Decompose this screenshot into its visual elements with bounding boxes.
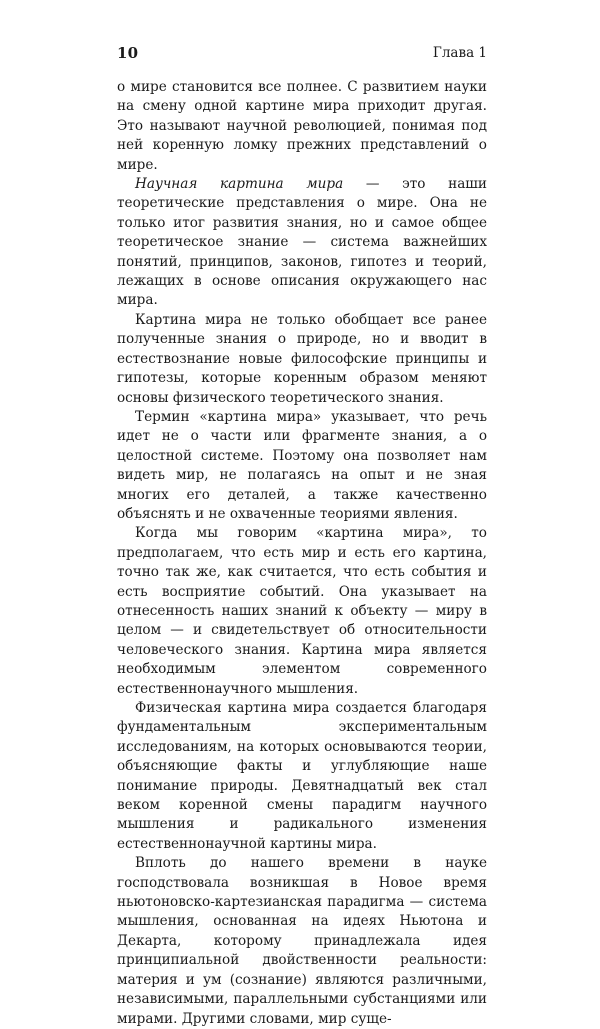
paragraph-2 xyxy=(117,175,487,311)
paragraph-7 xyxy=(117,854,487,1029)
paragraph-7-text: Вплоть до нашего времени в науке господствовала возникшая в Новое время ньютоновско-картезианская парадигма — система мышления, основанная на идеях Ньютона и Декарта, которому принадлежала идея принципиальной двойственности реальности: материя и ум (сознание) являются различными, независимыми, параллельными субстанциями или мирами. Другими словами, мир суще- xyxy=(117,855,487,1027)
paragraph-3-text: Картина мира не только обобщает все ранее полученные знания о природе, но и вводит в естествознание новые философские принципы и гипотезы, которые коренным образом меняют основы физического теоретического знания. xyxy=(117,311,487,406)
paragraph-1-text: о мире становится все полнее. С развитием науки на смену одной картине мира приходит другая. Это называют научной революцией, понимая под ней коренную ломку прежних представлений о мире. xyxy=(117,79,487,173)
defined-term: Научная картина мира xyxy=(135,176,344,193)
paragraph-6-text: Физическая картина мира создается благодаря фундаментальным экспериментальным исследованиям, на которых основываются теории, объясняющие факты и углубляющие наше понимание природы. Девятнадцатый век стал веком коренной смены парадигм научного мышления и радикального изменения естественнонаучной картины мира. xyxy=(117,700,487,852)
chapter-title: Глава 1 xyxy=(432,45,487,61)
paragraph-6 xyxy=(117,699,487,854)
paragraph-5-text: Когда мы говорим «картина мира», то предполагаем, что есть мир и есть его картина, точно так же, как считается, что есть события и есть восприятие событий. Она указывает на отнесенность наших знаний к объекту — миру в целом — и свидетельствует об относительности человеческого знания. Картина мира является необходимым элементом современного естественнонаучного мышления. xyxy=(117,525,487,697)
paragraph-4-text: Термин «картина мира» указывает, что речь идет не о части или фрагменте знания, а о целостной системе. Поэтому она позволяет нам видеть мир, не полагаясь на опыт и не зная многих его деталей, а также качественно объяснять и не охваченные теориями явления. xyxy=(117,408,487,522)
paragraph-1 xyxy=(117,78,487,175)
paragraph-5 xyxy=(117,524,487,699)
body-text xyxy=(117,78,487,1029)
paragraph-2-text: — это наши теоретические представления о мире. Она не только итог развития знания, но и самое общее теоретическое знание — система важнейших понятий, принципов, законов, гипотез и теорий, лежащих в основе описания окружающего нас мира. xyxy=(117,176,487,309)
running-header xyxy=(117,44,487,68)
paragraph-3 xyxy=(117,311,487,408)
paragraph-4 xyxy=(117,408,487,524)
page-number: 10 xyxy=(117,44,139,62)
